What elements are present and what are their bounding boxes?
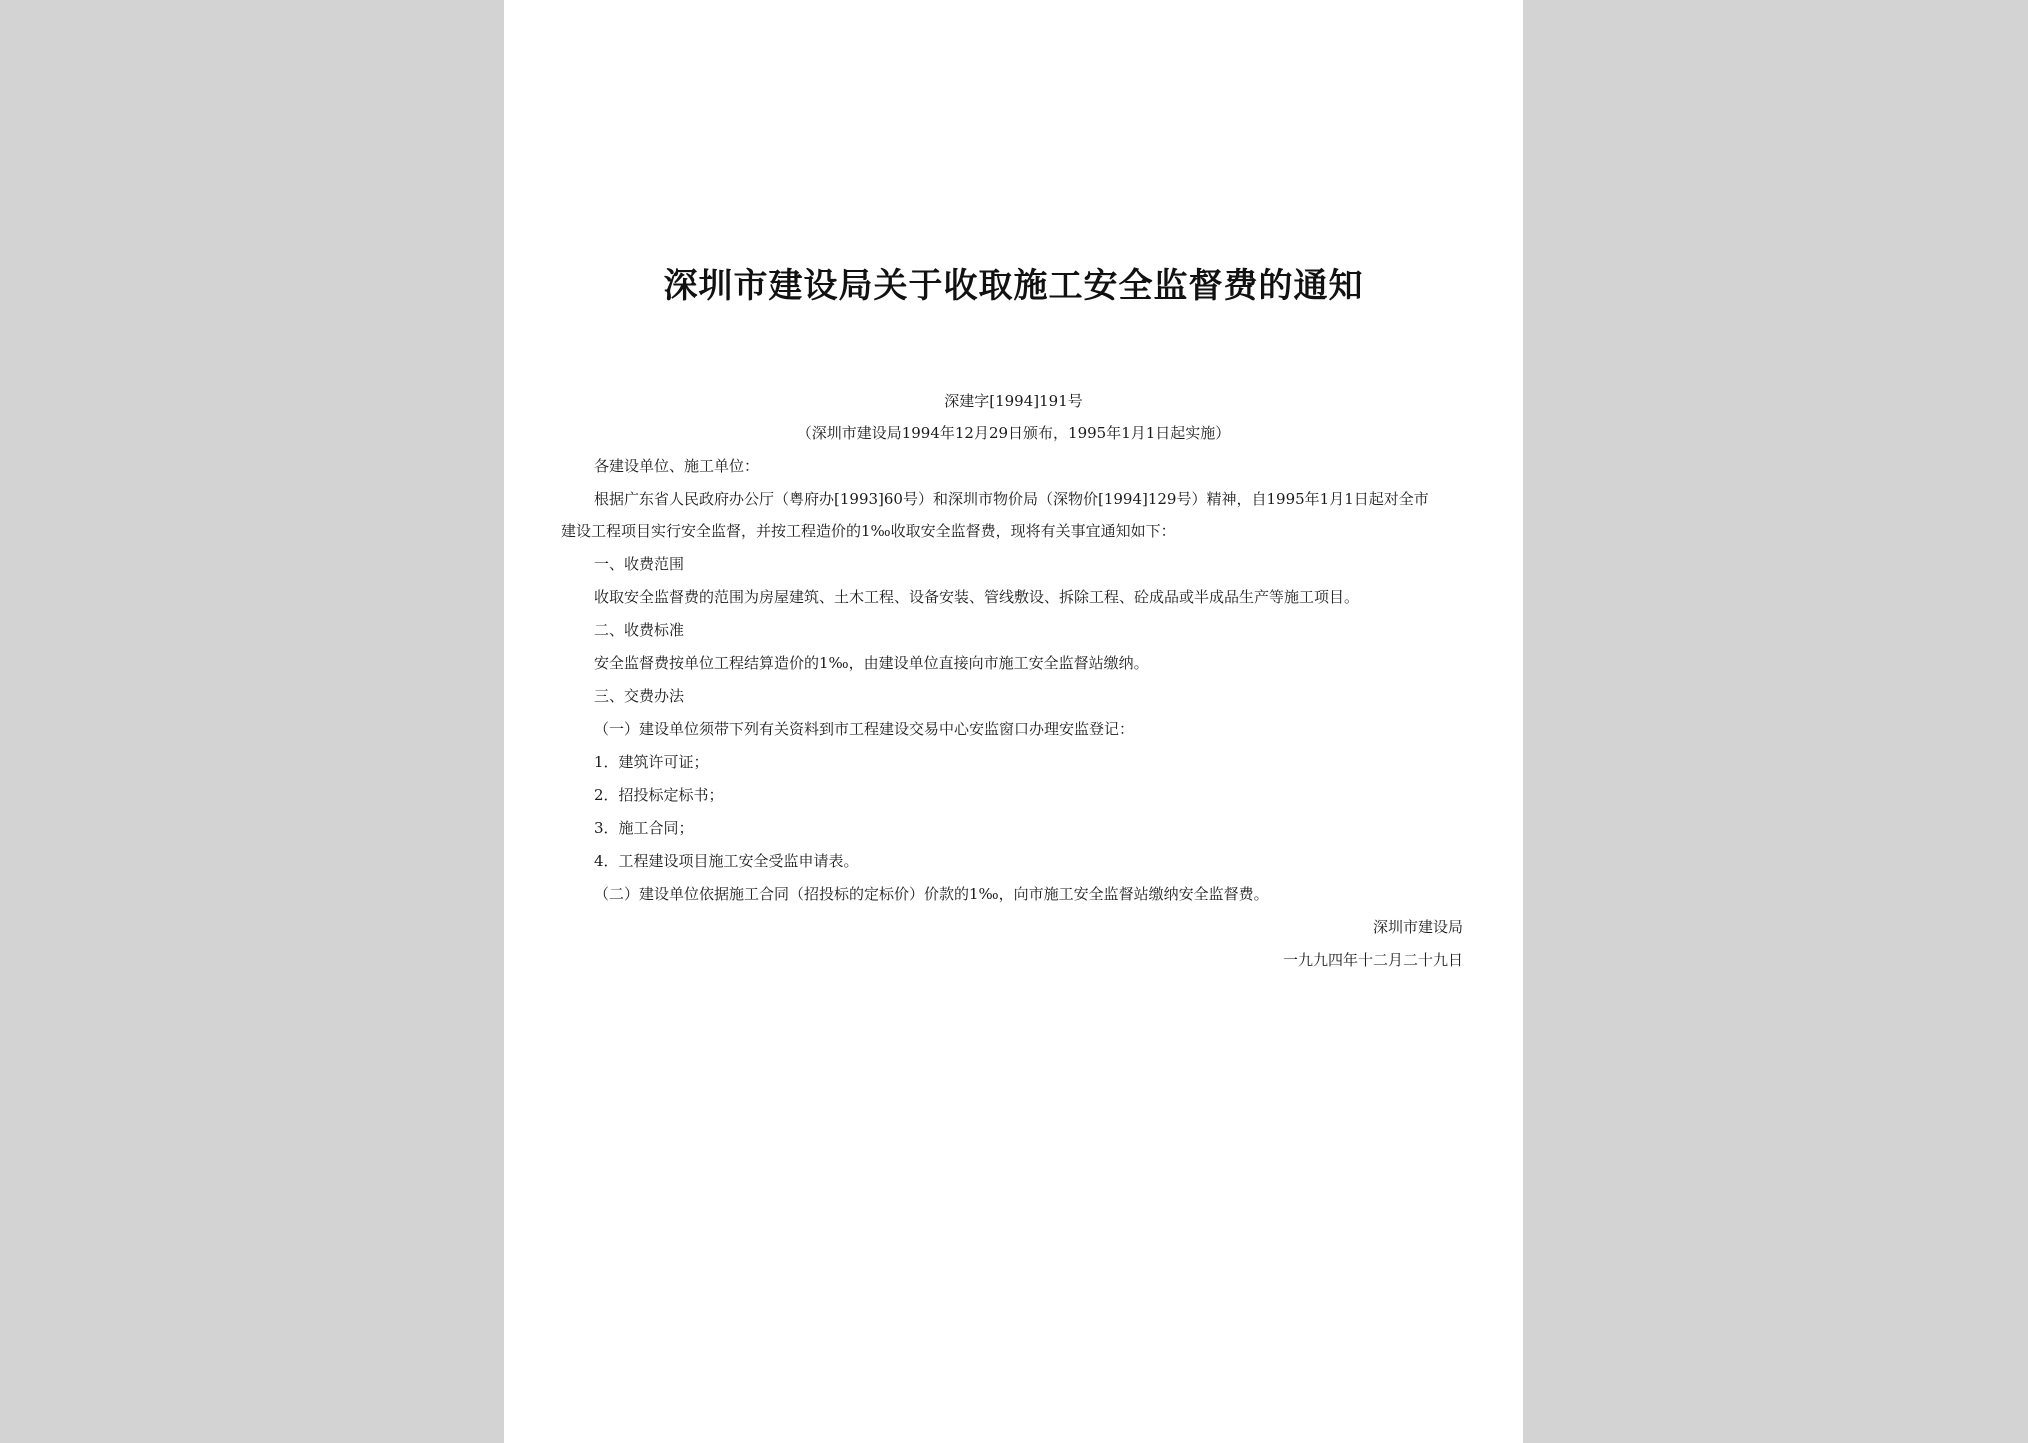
section-2-heading: 二、收费标准 [594,621,685,639]
section-3-heading: 三、交费办法 [594,687,685,705]
intro-line-1: 根据广东省人民政府办公厅（粤府办[1993]60号）和深圳市物价局（深物价[1994]129号）精神，自1995年1月1日起对全市 [594,490,1429,508]
section-1-heading: 一、收费范围 [594,555,685,573]
signatory: 深圳市建设局 [1372,918,1463,936]
issue-note: （深圳市建设局1994年12月29日颁布，1995年1月1日起实施） [796,424,1231,442]
intro-line-2: 建设工程项目实行安全监督，并按工程造价的1‰收取安全监督费，现将有关事宜通知如下： [561,522,1176,540]
list-item: 2．招投标定标书； [594,786,724,804]
document-title: 深圳市建设局关于收取施工安全监督费的通知 [663,266,1364,306]
document-number: 深建字[1994]191号 [944,392,1083,410]
list-item: 4．工程建设项目施工安全受监申请表。 [594,852,859,870]
document-date: 一九九四年十二月二十九日 [1282,951,1463,969]
list-item: 3．施工合同； [594,819,694,837]
section-2-text: 安全监督费按单位工程结算造价的1‰，由建设单位直接向市施工安全监督站缴纳。 [594,654,1149,672]
section-3-sub-1: （一）建设单位须带下列有关资料到市工程建设交易中心安监窗口办理安监登记： [594,720,1135,738]
list-item: 1．建筑许可证； [594,753,709,771]
salutation: 各建设单位、施工单位： [594,457,760,475]
section-1-text: 收取安全监督费的范围为房屋建筑、土木工程、设备安装、管线敷设、拆除工程、砼成品或半成品生产等施工项目。 [594,588,1360,606]
section-3-sub-2: （二）建设单位依据施工合同（招投标的定标价）价款的1‰，向市施工安全监督站缴纳安全监督费。 [594,885,1269,903]
document-page [504,0,1523,1443]
